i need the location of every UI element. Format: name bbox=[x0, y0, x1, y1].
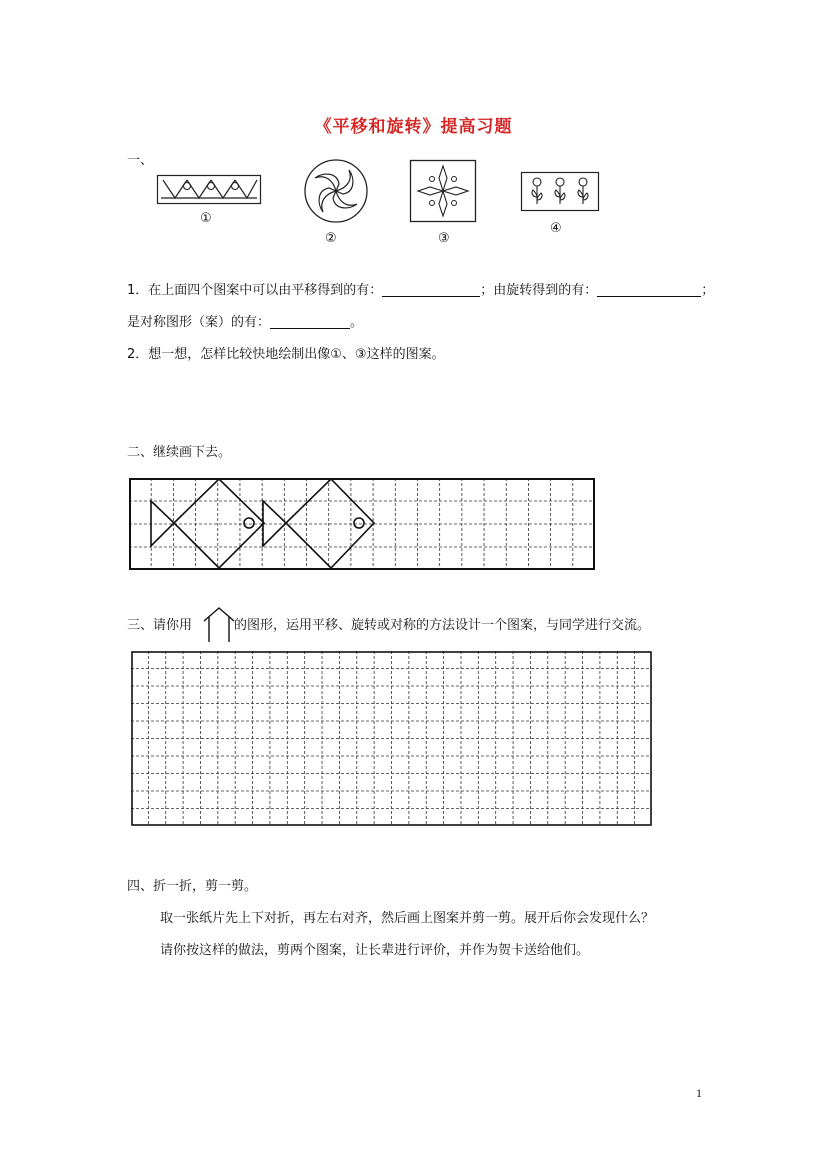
figure-3-label: ③ bbox=[438, 231, 450, 246]
section-2-heading: 二、继续画下去。 bbox=[127, 445, 232, 460]
grid-lines bbox=[131, 651, 652, 826]
q1-text-b: ；由旋转得到的有： bbox=[480, 283, 598, 298]
section-4-line-2: 请你按这样的做法，剪两个图案，让长辈进行评价，并作为贺卡送给他们。 bbox=[160, 943, 590, 958]
figure-1-label: ① bbox=[200, 211, 212, 226]
section-3-prefix: 三、请你用 bbox=[127, 618, 193, 633]
answer-blank-symmetry[interactable] bbox=[270, 314, 350, 329]
q1-text-e: 。 bbox=[350, 315, 364, 330]
q1-text-d: 是对称图形（案）的有： bbox=[127, 315, 271, 330]
figure-3-kite-square bbox=[410, 160, 476, 222]
page-number: 1 bbox=[696, 1086, 702, 1100]
figure-2-pinwheel-circle bbox=[303, 158, 369, 224]
fish-pattern-grid[interactable] bbox=[129, 478, 595, 570]
section-3-suffix: 的图形，运用平移、旋转或对称的方法设计一个图案，与同学进行交流。 bbox=[234, 618, 651, 633]
grid-lines bbox=[129, 478, 595, 570]
answer-blank-rotation[interactable] bbox=[597, 282, 701, 297]
figure-2-label: ② bbox=[325, 231, 337, 246]
section-4-heading: 四、折一折，剪一剪。 bbox=[127, 879, 258, 894]
fish-shape-2 bbox=[263, 479, 374, 568]
question-2: 2．想一想，怎样比较快地绘制出像①、③这样的图案。 bbox=[127, 347, 445, 362]
figure-4-label: ④ bbox=[550, 221, 562, 236]
page-title: 《平移和旋转》提高习题 bbox=[314, 117, 513, 137]
figure-1-crown-pattern bbox=[157, 175, 261, 205]
section-1-heading: 一、 bbox=[127, 153, 154, 168]
answer-blank-translation[interactable] bbox=[382, 282, 480, 297]
design-grid[interactable] bbox=[131, 651, 652, 826]
q1-text-c: ； bbox=[701, 283, 715, 298]
fish-shape-1 bbox=[151, 479, 264, 568]
section-4-line-1: 取一张纸片先上下对折，再左右对齐，然后画上图案并剪一剪。展开后你会发现什么？ bbox=[160, 911, 655, 926]
question-1-line-1 bbox=[127, 282, 714, 300]
question-1-line-2 bbox=[127, 314, 363, 332]
figure-4-flowers bbox=[521, 172, 599, 212]
arrow-shape-icon bbox=[202, 607, 236, 643]
q1-text-a: 1．在上面四个图案中可以由平移得到的有： bbox=[127, 283, 383, 298]
